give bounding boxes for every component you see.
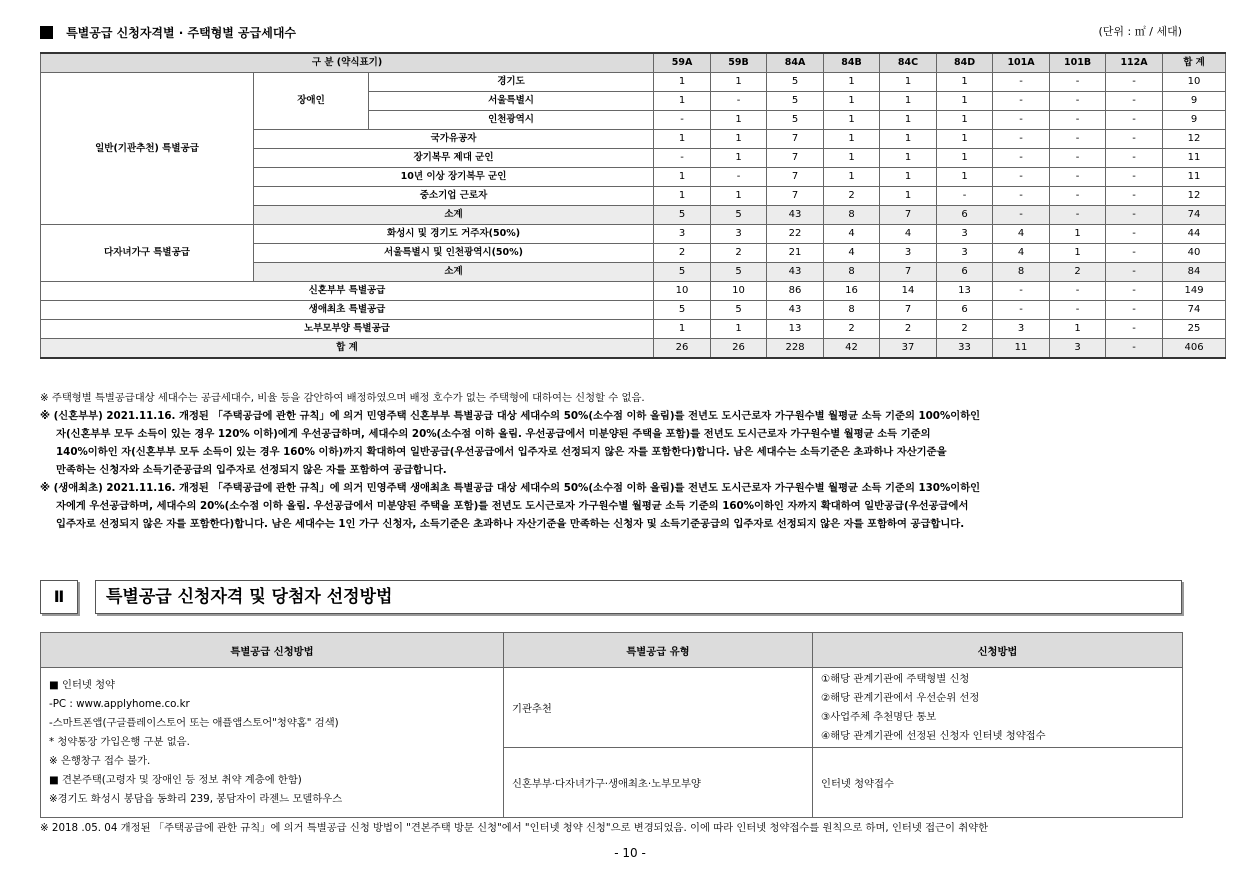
value-cell: -: [1106, 168, 1163, 187]
value-cell: 5: [654, 206, 711, 225]
value-cell: 1: [880, 168, 937, 187]
page-number: - 10 -: [614, 846, 646, 860]
type-header: 84C: [880, 53, 937, 73]
value-cell: 3: [993, 320, 1050, 339]
procedure-cell: [813, 668, 1183, 748]
value-cell: -: [654, 149, 711, 168]
value-cell: 2: [654, 244, 711, 263]
application-method-cell: [41, 668, 504, 818]
value-cell: 7: [880, 206, 937, 225]
value-cell: -: [1106, 320, 1163, 339]
value-cell: 5: [654, 263, 711, 282]
type-header: 84B: [824, 53, 880, 73]
value-cell: -: [654, 111, 711, 130]
value-cell: 1: [824, 168, 880, 187]
table-row: [41, 320, 1226, 339]
value-cell: 2: [880, 320, 937, 339]
note-allocation: ※ 주택형별 특별공급대상 세대수는 공급세대수, 비율 등을 감안하여 배정하였으며 배정 호수가 없는 주택형에 대하여는 신청할 수 없음.: [40, 392, 645, 404]
type-header: 101A: [993, 53, 1050, 73]
notes-block: [40, 389, 1190, 533]
value-cell: -: [1106, 187, 1163, 206]
row-label: 노부모부양 특별공급: [41, 320, 654, 339]
value-cell: 3: [654, 225, 711, 244]
value-cell: 13: [767, 320, 824, 339]
value-cell: -: [993, 206, 1050, 225]
row-total-cell: 12: [1163, 130, 1226, 149]
group-multichild-label: 다자녀가구 특별공급: [41, 225, 254, 282]
method-header: 특별공급 신청방법: [41, 633, 504, 668]
row-label: 생애최초 특별공급: [41, 301, 654, 320]
value-cell: 1: [654, 73, 711, 92]
value-cell: 13: [937, 282, 993, 301]
value-cell: 6: [937, 263, 993, 282]
value-cell: 3: [1050, 339, 1106, 359]
value-cell: 4: [824, 244, 880, 263]
value-cell: 228: [767, 339, 824, 359]
value-cell: -: [993, 149, 1050, 168]
value-cell: 1: [937, 111, 993, 130]
value-cell: 37: [880, 339, 937, 359]
table-row: [41, 282, 1226, 301]
value-cell: 2: [937, 320, 993, 339]
value-cell: 1: [654, 168, 711, 187]
total-header: 합 계: [1163, 53, 1226, 73]
value-cell: 3: [711, 225, 767, 244]
method-line: ※ 은행창구 접수 불가.: [49, 755, 151, 767]
row-label: 경기도: [369, 73, 654, 92]
type-header: 112A: [1106, 53, 1163, 73]
value-cell: -: [1050, 130, 1106, 149]
value-cell: 3: [937, 225, 993, 244]
row-total-cell: 40: [1163, 244, 1226, 263]
method-table: [40, 632, 1183, 818]
value-cell: 4: [993, 244, 1050, 263]
method-line: * 청약통장 가입은행 구분 없음.: [49, 736, 190, 748]
row-total-cell: 25: [1163, 320, 1226, 339]
footnote: ※ 2018 .05. 04 개정된 「주택공급에 관한 규칙」에 의거 특별공급 신청 방법이 "견본주택 방문 신청"에서 "인터넷 청약 신청"으로 변경되었음. 이에 따라 인터넷 청약접수를 원칙으로 하며, 인터넷 접근이 취약한: [40, 822, 989, 834]
value-cell: -: [1050, 206, 1106, 225]
type-header: 101B: [1050, 53, 1106, 73]
method-line: ※경기도 화성시 봉담읍 동화리 239, 봉담자이 라젠느 모델하우스: [49, 793, 343, 805]
row-total-cell: 9: [1163, 111, 1226, 130]
subgroup-disabled-label: 장애인: [254, 73, 369, 130]
value-cell: 11: [993, 339, 1050, 359]
value-cell: 8: [824, 263, 880, 282]
value-cell: -: [1106, 301, 1163, 320]
type-header: 특별공급 유형: [504, 633, 813, 668]
value-cell: 5: [767, 111, 824, 130]
value-cell: 3: [880, 244, 937, 263]
value-cell: -: [1106, 130, 1163, 149]
value-cell: 1: [711, 73, 767, 92]
value-cell: 43: [767, 301, 824, 320]
value-cell: -: [1106, 73, 1163, 92]
value-cell: 4: [993, 225, 1050, 244]
value-cell: -: [1106, 92, 1163, 111]
value-cell: 1: [654, 320, 711, 339]
value-cell: 1: [654, 187, 711, 206]
procedure-step: ②해당 관계기관에서 우선순위 선정: [821, 691, 980, 704]
value-cell: -: [1050, 73, 1106, 92]
value-cell: 1: [1050, 244, 1106, 263]
value-cell: 2: [824, 320, 880, 339]
value-cell: 1: [1050, 225, 1106, 244]
table-row: [41, 73, 1226, 92]
row-total-cell: 84: [1163, 263, 1226, 282]
row-label: 인천광역시: [369, 111, 654, 130]
value-cell: 10: [654, 282, 711, 301]
value-cell: 26: [711, 339, 767, 359]
procedure-step: ①해당 관계기관에 주택형별 신청: [821, 672, 970, 685]
row-label: 10년 이상 장기복무 군인: [254, 168, 654, 187]
type-header: 84A: [767, 53, 824, 73]
value-cell: 1: [937, 130, 993, 149]
value-cell: -: [1050, 168, 1106, 187]
row-label: 서울특별시 및 인천광역시(50%): [254, 244, 654, 263]
type-header: 84D: [937, 53, 993, 73]
value-cell: -: [1106, 263, 1163, 282]
value-cell: 5: [767, 92, 824, 111]
value-cell: 7: [880, 301, 937, 320]
value-cell: 5: [711, 206, 767, 225]
value-cell: 7: [767, 149, 824, 168]
value-cell: 1: [880, 92, 937, 111]
row-total-cell: 9: [1163, 92, 1226, 111]
value-cell: 1: [711, 320, 767, 339]
row-total-cell: 12: [1163, 187, 1226, 206]
value-cell: 1: [711, 149, 767, 168]
value-cell: 86: [767, 282, 824, 301]
value-cell: 14: [880, 282, 937, 301]
row-label: 신혼부부 특별공급: [41, 282, 654, 301]
procedure-step: ④해당 관계기관에 선정된 신청자 인터넷 청약접수: [821, 729, 1046, 742]
value-cell: 1: [824, 111, 880, 130]
row-total-cell: 44: [1163, 225, 1226, 244]
value-cell: 1: [654, 130, 711, 149]
row-label: 국가유공자: [254, 130, 654, 149]
value-cell: 4: [880, 225, 937, 244]
value-cell: 10: [711, 282, 767, 301]
row-label: 중소기업 근로자: [254, 187, 654, 206]
note-firsttime-line: 입주자로 선정되지 않은 자를 포함한다)합니다. 남은 세대수는 1인 가구 신청자, 소득기준은 초과하나 자산기준을 만족하는 신청자 및 소득기준공급의 입주자로 선정되지 않은 자를 포함하여 공급합니다.: [56, 518, 965, 530]
value-cell: -: [993, 92, 1050, 111]
value-cell: -: [937, 187, 993, 206]
section-heading: [40, 580, 1182, 614]
value-cell: 26: [654, 339, 711, 359]
value-cell: 1: [880, 73, 937, 92]
value-cell: 8: [824, 206, 880, 225]
category-header: 구 분 (약식표기): [41, 53, 654, 73]
row-total-cell: 11: [1163, 168, 1226, 187]
value-cell: -: [993, 73, 1050, 92]
value-cell: 1: [824, 73, 880, 92]
value-cell: -: [993, 111, 1050, 130]
value-cell: 6: [937, 301, 993, 320]
row-total-cell: 74: [1163, 301, 1226, 320]
note-newlywed-line: 만족하는 신청자와 소득기준공급의 입주자로 선정되지 않은 자를 포함하여 공급합니다.: [56, 464, 447, 476]
value-cell: 8: [993, 263, 1050, 282]
row-total-cell: 74: [1163, 206, 1226, 225]
value-cell: 7: [767, 130, 824, 149]
value-cell: 1: [824, 92, 880, 111]
value-cell: -: [1106, 206, 1163, 225]
value-cell: 1: [880, 149, 937, 168]
value-cell: 3: [937, 244, 993, 263]
value-cell: 5: [767, 73, 824, 92]
row-label: 서울특별시: [369, 92, 654, 111]
note-firsttime-line: ※ (생애최초) 2021.11.16. 개정된 「주택공급에 관한 규칙」에 의거 민영주택 생애최초 특별공급 대상 세대수의 50%(소수점 이하 올림)를 전년도 도시근로자 가구원수별 월평균 소득 기준의 130%이하인: [40, 482, 981, 494]
value-cell: 6: [937, 206, 993, 225]
section-title: 특별공급 신청자격 및 당첨자 선정방법: [95, 580, 1182, 614]
value-cell: 1: [654, 92, 711, 111]
value-cell: -: [993, 187, 1050, 206]
value-cell: -: [711, 168, 767, 187]
note-newlywed-line: 140%이하인 자(신혼부부 모두 소득이 있는 경우 160% 이하)까지 확대하여 일반공급(우선공급에서 입주자로 선정되지 않은 자를 포함한다)합니다. 남은 세대수는 소득기준은 초과하나 자산기준을: [56, 446, 947, 458]
procedure-cell: 인터넷 청약접수: [813, 748, 1183, 818]
value-cell: 1: [880, 187, 937, 206]
row-total-cell: 10: [1163, 73, 1226, 92]
row-total-cell: 11: [1163, 149, 1226, 168]
method-header-row: [41, 633, 1183, 668]
value-cell: -: [993, 168, 1050, 187]
value-cell: 43: [767, 206, 824, 225]
value-cell: 1: [880, 130, 937, 149]
value-cell: -: [711, 92, 767, 111]
value-cell: 22: [767, 225, 824, 244]
table-header-row: [41, 53, 1226, 73]
note-newlywed-line: 자(신혼부부 모두 소득이 있는 경우 120% 이하)에게 우선공급하며, 세대수의 20%(소수점 이하 올림. 우선공급에서 미분양된 주택을 포함)를 전년도 도시근로자 가구원수별 월평균 소득 기준의: [56, 428, 931, 440]
row-label: 소계: [254, 206, 654, 225]
value-cell: -: [1050, 111, 1106, 130]
value-cell: 1: [880, 111, 937, 130]
value-cell: -: [1106, 244, 1163, 263]
row-label: 소계: [254, 263, 654, 282]
value-cell: -: [1106, 225, 1163, 244]
value-cell: 1: [711, 130, 767, 149]
value-cell: 1: [937, 73, 993, 92]
value-cell: 2: [824, 187, 880, 206]
method-line: -PC : www.applyhome.co.kr: [49, 698, 190, 710]
value-cell: 42: [824, 339, 880, 359]
group-general-label: 일반(기관추천) 특별공급: [41, 73, 254, 225]
row-total-cell: 406: [1163, 339, 1226, 359]
method-line: ■ 견본주택(고령자 및 장애인 등 정보 취약 계층에 한함): [49, 774, 302, 786]
table-row: [41, 225, 1226, 244]
value-cell: 16: [824, 282, 880, 301]
type-header: 59A: [654, 53, 711, 73]
row-label: 합 계: [41, 339, 654, 359]
table-title: 특별공급 신청자격별 · 주택형별 공급세대수: [66, 26, 297, 40]
value-cell: 5: [654, 301, 711, 320]
square-bullet-icon: [40, 26, 53, 39]
value-cell: 1: [824, 149, 880, 168]
total-row: [41, 339, 1226, 359]
supply-table: [40, 52, 1226, 359]
table-row: [41, 301, 1226, 320]
type-header: 59B: [711, 53, 767, 73]
value-cell: -: [993, 130, 1050, 149]
value-cell: -: [1106, 282, 1163, 301]
value-cell: 2: [1050, 263, 1106, 282]
value-cell: 7: [880, 263, 937, 282]
value-cell: 5: [711, 301, 767, 320]
value-cell: 7: [767, 187, 824, 206]
procedure-step: ③사업주체 추천명단 통보: [821, 710, 937, 723]
table-row: [41, 668, 1183, 748]
value-cell: 2: [711, 244, 767, 263]
value-cell: -: [993, 301, 1050, 320]
row-label: 화성시 및 경기도 거주자(50%): [254, 225, 654, 244]
value-cell: 43: [767, 263, 824, 282]
value-cell: -: [993, 282, 1050, 301]
method-line: ■ 인터넷 청약: [49, 679, 116, 691]
value-cell: -: [1050, 282, 1106, 301]
value-cell: 1: [937, 92, 993, 111]
note-firsttime-line: 자에게 우선공급하며, 세대수의 20%(소수점 이하 올림. 우선공급에서 미분양된 주택을 포함)를 전년도 도시근로자 가구원수별 월평균 소득 기준의 160%이하인 자까지 확대하여 일반공급(우선공급에서: [56, 500, 969, 512]
value-cell: -: [1050, 187, 1106, 206]
note-newlywed-line: ※ (신혼부부) 2021.11.16. 개정된 「주택공급에 관한 규칙」에 의거 민영주택 신혼부부 특별공급 대상 세대수의 50%(소수점 이하 올림)를 전년도 도시근로자 가구원수별 월평균 소득 기준의 100%이하인: [40, 410, 981, 422]
value-cell: 1: [711, 187, 767, 206]
value-cell: 8: [824, 301, 880, 320]
value-cell: 1: [937, 168, 993, 187]
value-cell: -: [1106, 111, 1163, 130]
value-cell: 5: [711, 263, 767, 282]
value-cell: -: [1050, 149, 1106, 168]
method-line: -스마트폰앱(구글플레이스토어 또는 애플앱스토어"청약홈" 검색): [49, 717, 339, 729]
value-cell: -: [1106, 149, 1163, 168]
row-label: 장기복무 제대 군인: [254, 149, 654, 168]
value-cell: -: [1050, 92, 1106, 111]
procedure-header: 신청방법: [813, 633, 1183, 668]
unit-label: (단위 : ㎡ / 세대): [1098, 25, 1182, 38]
value-cell: 33: [937, 339, 993, 359]
value-cell: 7: [767, 168, 824, 187]
section-header: [40, 22, 1182, 40]
value-cell: 4: [824, 225, 880, 244]
value-cell: -: [1106, 339, 1163, 359]
supply-type-cell: 신혼부부·다자녀가구·생애최초·노부모부양: [504, 748, 813, 818]
row-total-cell: 149: [1163, 282, 1226, 301]
value-cell: 1: [824, 130, 880, 149]
section-number: Ⅱ: [40, 580, 78, 614]
value-cell: -: [1050, 301, 1106, 320]
value-cell: 1: [937, 149, 993, 168]
supply-type-cell: 기관추천: [504, 668, 813, 748]
value-cell: 21: [767, 244, 824, 263]
value-cell: 1: [711, 111, 767, 130]
value-cell: 1: [1050, 320, 1106, 339]
